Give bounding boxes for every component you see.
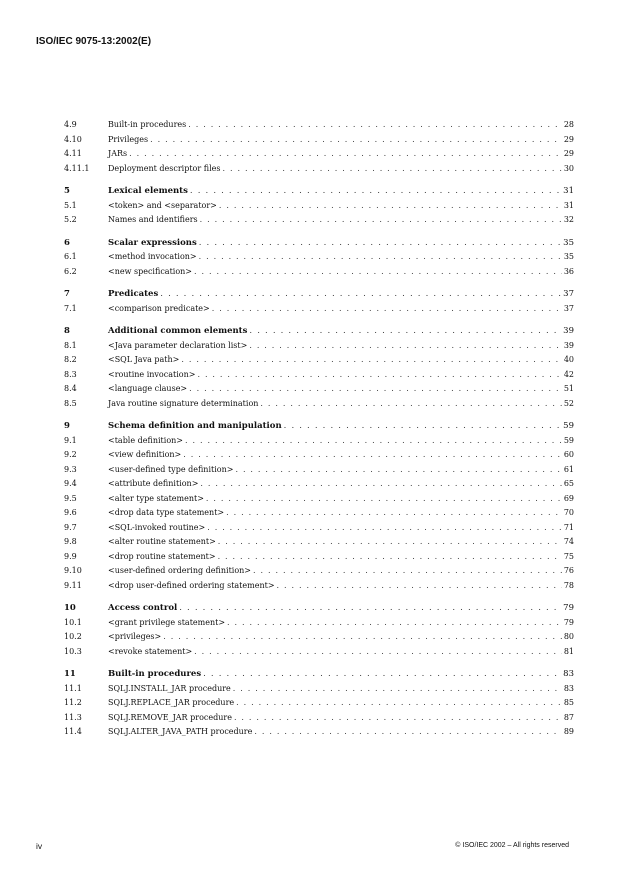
- toc-entry-number: 4.9: [64, 120, 77, 129]
- toc-entry[interactable]: [64, 550, 574, 565]
- toc-entry-title: Lexical elements: [108, 186, 188, 196]
- toc-entry-page: 39: [563, 340, 574, 350]
- toc-chapter-entry[interactable]: [64, 236, 574, 251]
- toc-chapter-entry[interactable]: [64, 667, 574, 682]
- toc-entry-number: 10: [64, 603, 76, 613]
- toc-entry-number: 6.1: [64, 252, 77, 261]
- toc-entry-number: 10.2: [64, 632, 82, 641]
- toc-chapter-entry[interactable]: [64, 419, 574, 434]
- toc-entry[interactable]: [64, 118, 574, 133]
- toc-entry-page: 52: [563, 398, 574, 408]
- toc-entry-title: <drop user-defined ordering statement>: [108, 580, 275, 590]
- page-number: iv: [36, 841, 43, 851]
- toc-entry-title: SQLJ.ALTER_JAVA_PATH procedure: [108, 727, 253, 736]
- toc-entry-page: 79: [563, 603, 574, 613]
- copyright-notice: © ISO/IEC 2002 – All rights reserved: [455, 842, 569, 849]
- toc-dot-leader: [185, 434, 562, 449]
- toc-dot-leader: [199, 250, 562, 265]
- toc-entry-page: 71: [563, 522, 574, 532]
- toc-entry[interactable]: [64, 199, 574, 214]
- toc-entry-number: 11.3: [64, 712, 82, 722]
- toc-entry-title: <table definition>: [108, 435, 183, 445]
- toc-entry-number: 10.3: [64, 646, 82, 656]
- toc-entry-page: 40: [563, 355, 574, 364]
- toc-dot-leader: [212, 302, 562, 317]
- toc-entry-title: <grant privilege statement>: [108, 617, 226, 627]
- toc-entry-number: 8.5: [64, 398, 77, 408]
- toc-entry-number: 9.6: [64, 508, 77, 517]
- toc-entry-title: <new specification>: [108, 266, 193, 276]
- toc-entry[interactable]: [64, 535, 574, 550]
- toc-entry-page: 78: [563, 580, 574, 590]
- toc-entry-title: <token> and <separator>: [108, 200, 217, 210]
- toc-entry-number: 8: [64, 326, 70, 336]
- toc-entry-title: SQLJ.REMOVE_JAR procedure: [108, 712, 232, 722]
- toc-entry-title: Java routine signature determination: [108, 398, 259, 408]
- toc-entry-title: <revoke statement>: [108, 646, 193, 656]
- toc-entry-title: Deployment descriptor files: [108, 163, 221, 173]
- toc-entry-page: 39: [563, 326, 574, 336]
- toc-entry[interactable]: [64, 630, 574, 645]
- toc-entry-number: 11.4: [64, 727, 82, 736]
- toc-entry-page: 75: [563, 551, 574, 561]
- toc-dot-leader: [129, 147, 562, 162]
- toc-entry-page: 30: [563, 163, 574, 173]
- toc-entry-number: 11: [64, 669, 76, 679]
- toc-entry[interactable]: [64, 682, 574, 697]
- toc-entry-page: 83: [563, 669, 574, 679]
- toc-entry-title: Privileges: [108, 134, 149, 144]
- toc-entry-page: 35: [563, 237, 574, 248]
- toc-entry[interactable]: [64, 477, 574, 492]
- toc-entry-title: SQLJ.REPLACE_JAR procedure: [108, 698, 235, 707]
- toc-chapter-entry[interactable]: [64, 601, 574, 616]
- toc-spacer: [64, 659, 574, 667]
- toc-dot-leader: [200, 477, 561, 492]
- toc-chapter-entry[interactable]: [64, 287, 574, 302]
- toc-entry[interactable]: [64, 265, 574, 280]
- toc-entry-page: 65: [563, 479, 574, 488]
- toc-entry-title: <alter routine statement>: [108, 537, 216, 546]
- toc-entry-title: <SQL-invoked routine>: [108, 522, 206, 532]
- toc-dot-leader: [163, 630, 562, 645]
- toc-entry[interactable]: [64, 213, 574, 228]
- toc-dot-leader: [190, 184, 561, 199]
- toc-dot-leader: [197, 368, 561, 383]
- toc-entry-number: 8.2: [64, 355, 77, 364]
- toc-entry-number: 9.10: [64, 566, 82, 575]
- toc-entry-title: Names and identifiers: [108, 215, 198, 224]
- toc-entry-page: 42: [563, 369, 574, 379]
- toc-entry-number: 5: [64, 186, 70, 196]
- toc-dot-leader: [199, 236, 561, 251]
- toc-dot-leader: [179, 601, 561, 616]
- toc-dot-leader: [218, 550, 562, 565]
- toc-entry-page: 69: [563, 493, 574, 503]
- toc-entry-page: 32: [563, 215, 574, 224]
- toc-dot-leader: [194, 265, 562, 280]
- toc-chapter-entry[interactable]: [64, 184, 574, 199]
- toc-entry-title: Additional common elements: [108, 326, 248, 336]
- toc-entry-title: <user-defined ordering definition>: [108, 566, 252, 575]
- toc-entry-page: 85: [563, 698, 574, 707]
- toc-entry-number: 7: [64, 289, 70, 299]
- toc-entry-page: 81: [563, 646, 574, 656]
- toc-entry-number: 6: [64, 237, 70, 248]
- toc-entry-number: 8.1: [64, 340, 77, 350]
- toc-dot-leader: [249, 324, 561, 339]
- toc-dot-leader: [235, 463, 561, 478]
- toc-entry-title: <language clause>: [108, 384, 188, 393]
- toc-entry-number: 9.11: [64, 580, 82, 590]
- toc-dot-leader: [150, 133, 562, 148]
- toc-dot-leader: [206, 492, 562, 507]
- toc-entry-title: <SQL Java path>: [108, 355, 180, 364]
- toc-entry[interactable]: [64, 368, 574, 383]
- toc-entry-title: Schema definition and manipulation: [108, 421, 282, 431]
- toc-entry[interactable]: [64, 353, 574, 368]
- toc-dot-leader: [203, 667, 561, 682]
- toc-entry-number: 7.1: [64, 303, 77, 313]
- toc-spacer: [64, 411, 574, 419]
- toc-entry[interactable]: [64, 302, 574, 317]
- toc-entry[interactable]: [64, 147, 574, 162]
- toc-entry-page: 59: [563, 421, 574, 431]
- toc-dot-leader: [183, 448, 562, 463]
- toc-spacer: [64, 176, 574, 184]
- toc-entry-number: 9.1: [64, 435, 77, 445]
- toc-entry-number: 4.11: [64, 149, 82, 158]
- toc-entry[interactable]: [64, 696, 574, 711]
- toc-entry-title: Access control: [108, 603, 178, 613]
- toc-entry-page: 60: [563, 450, 574, 459]
- toc-entry-number: 9: [64, 421, 70, 431]
- toc-dot-leader: [218, 535, 562, 550]
- toc-entry-title: <method invocation>: [108, 252, 197, 261]
- toc-dot-leader: [233, 682, 562, 697]
- toc-entry[interactable]: [64, 725, 574, 740]
- toc-chapter-entry[interactable]: [64, 324, 574, 339]
- toc-entry-title: <privileges>: [108, 632, 162, 641]
- toc-entry[interactable]: [64, 711, 574, 726]
- toc-entry-title: <user-defined type definition>: [108, 464, 234, 474]
- toc-entry[interactable]: [64, 463, 574, 478]
- toc-entry-title: Scalar expressions: [108, 237, 197, 248]
- toc-entry-number: 9.5: [64, 493, 77, 503]
- toc-dot-leader: [219, 199, 562, 214]
- toc-dot-leader: [222, 162, 561, 177]
- table-of-contents: [64, 118, 574, 740]
- toc-entry-number: 11.2: [64, 698, 82, 707]
- toc-entry[interactable]: [64, 448, 574, 463]
- toc-dot-leader: [253, 564, 562, 579]
- toc-dot-leader: [200, 213, 562, 228]
- toc-entry-page: 51: [563, 384, 574, 393]
- toc-entry-title: <view definition>: [108, 450, 182, 459]
- toc-entry-page: 79: [563, 617, 574, 627]
- toc-dot-leader: [277, 579, 562, 594]
- toc-entry-page: 29: [563, 149, 574, 158]
- toc-entry-title: <Java parameter declaration list>: [108, 340, 248, 350]
- toc-entry[interactable]: [64, 250, 574, 265]
- toc-entry-number: 4.11.1: [64, 163, 90, 173]
- toc-entry-number: 5.1: [64, 200, 77, 210]
- toc-entry-title: Built-in procedures: [108, 669, 202, 679]
- toc-entry-page: 83: [563, 683, 574, 693]
- toc-entry-page: 87: [563, 712, 574, 722]
- toc-entry-title: SQLJ.INSTALL_JAR procedure: [108, 683, 231, 693]
- toc-entry-title: <comparison predicate>: [108, 303, 210, 313]
- toc-entry-number: 9.7: [64, 522, 77, 532]
- toc-entry-number: 4.10: [64, 134, 82, 144]
- toc-dot-leader: [260, 397, 561, 412]
- toc-entry[interactable]: [64, 339, 574, 354]
- toc-dot-leader: [188, 118, 562, 133]
- toc-spacer: [64, 228, 574, 236]
- toc-entry-number: 8.4: [64, 384, 77, 393]
- toc-entry[interactable]: [64, 434, 574, 449]
- toc-entry-number: 9.9: [64, 551, 77, 561]
- toc-entry-title: Predicates: [108, 289, 159, 299]
- toc-entry[interactable]: [64, 579, 574, 594]
- toc-dot-leader: [181, 353, 561, 368]
- toc-entry[interactable]: [64, 133, 574, 148]
- toc-dot-leader: [226, 506, 562, 521]
- toc-entry-page: 31: [563, 200, 574, 210]
- toc-dot-leader: [236, 696, 562, 711]
- toc-dot-leader: [249, 339, 561, 354]
- toc-spacer: [64, 593, 574, 601]
- toc-entry-title: JARs: [108, 149, 128, 158]
- toc-entry-title: <alter type statement>: [108, 493, 204, 503]
- toc-dot-leader: [254, 725, 561, 740]
- toc-entry-page: 35: [563, 252, 574, 261]
- toc-entry[interactable]: [64, 564, 574, 579]
- toc-dot-leader: [234, 711, 562, 726]
- toc-entry-page: 61: [563, 464, 574, 474]
- toc-entry[interactable]: [64, 382, 574, 397]
- toc-entry-number: 10.1: [64, 617, 82, 627]
- toc-entry-page: 37: [563, 303, 574, 313]
- toc-entry[interactable]: [64, 492, 574, 507]
- toc-entry-number: 8.3: [64, 369, 77, 379]
- toc-spacer: [64, 316, 574, 324]
- toc-dot-leader: [227, 616, 562, 631]
- toc-entry-page: 76: [563, 566, 574, 575]
- toc-entry-page: 70: [563, 508, 574, 517]
- toc-entry-page: 74: [563, 537, 574, 546]
- toc-entry-title: Built-in procedures: [108, 120, 187, 129]
- toc-entry-number: 9.2: [64, 450, 77, 459]
- toc-entry-page: 80: [563, 632, 574, 641]
- toc-entry-page: 29: [563, 134, 574, 144]
- toc-entry[interactable]: [64, 506, 574, 521]
- toc-spacer: [64, 279, 574, 287]
- toc-dot-leader: [207, 521, 562, 536]
- toc-entry-number: 9.8: [64, 537, 77, 546]
- toc-entry-page: 59: [563, 435, 574, 445]
- toc-dot-leader: [284, 419, 562, 434]
- toc-entry-page: 28: [563, 120, 574, 129]
- toc-entry-number: 9.4: [64, 479, 77, 488]
- toc-entry[interactable]: [64, 521, 574, 536]
- toc-entry-number: 9.3: [64, 464, 77, 474]
- toc-entry[interactable]: [64, 162, 574, 177]
- toc-entry-title: <drop data type statement>: [108, 508, 225, 517]
- document-id-header: ISO/IEC 9075-13:2002(E): [36, 36, 152, 47]
- toc-entry-title: <drop routine statement>: [108, 551, 216, 561]
- toc-entry-page: 37: [563, 289, 574, 299]
- toc-entry[interactable]: [64, 397, 574, 412]
- toc-dot-leader: [160, 287, 561, 302]
- toc-entry-number: 5.2: [64, 215, 77, 224]
- toc-entry[interactable]: [64, 645, 574, 660]
- toc-entry-page: 36: [563, 266, 574, 276]
- toc-entry-number: 11.1: [64, 683, 82, 693]
- toc-entry-page: 31: [563, 186, 574, 196]
- toc-entry-number: 6.2: [64, 266, 77, 276]
- toc-dot-leader: [194, 645, 562, 660]
- toc-entry-title: <routine invocation>: [108, 369, 196, 379]
- toc-entry-title: <attribute definition>: [108, 479, 199, 488]
- toc-entry[interactable]: [64, 616, 574, 631]
- toc-dot-leader: [189, 382, 562, 397]
- toc-entry-page: 89: [563, 727, 574, 736]
